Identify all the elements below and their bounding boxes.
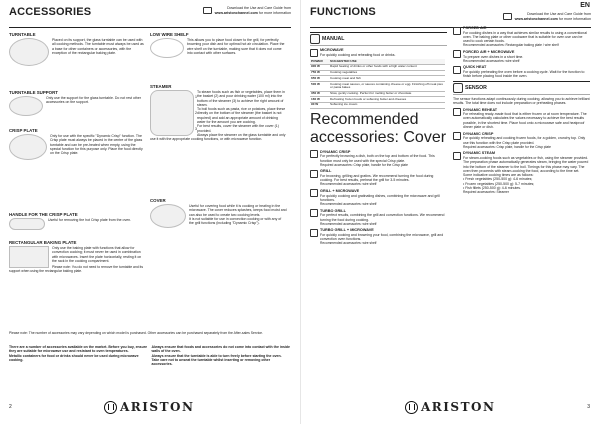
function-turbo-grill: TURBO GRILL For perfect results, combining the grill and convection functions. We recommend turning the food during cooking. Recommended accessories: wire shelf <box>310 209 447 226</box>
function-forced-air-microwave: FORCED AIR + MICROWAVE To prepare oven dishes in a short time. Recommended accessories: wire shelf <box>453 50 590 63</box>
hand-icon <box>310 34 320 44</box>
ariston-logo: ARISTON <box>104 400 194 414</box>
suggested-use-cell: Slow, gently cooking. Perfect for melting butter or chocolate <box>329 91 445 97</box>
logo-mark-icon <box>405 401 418 414</box>
function-dynamic-reheat: DYNAMIC REHEAT For reheating ready-made food that is either frozen or at room temperature. The oven automatically calculates the values necessary to achieve the best results possible, in the shortest time. Place food onto a microwave safe and heatproof dinner plate or dish. <box>453 108 590 130</box>
power-cell: 350 W <box>310 91 329 97</box>
suggested-use-cell: Softening ice cream <box>329 102 445 108</box>
website-link[interactable]: www.aristonchannel.com <box>214 10 258 15</box>
suggested-use-cell: Cooking vegetables <box>329 70 445 76</box>
book-icon <box>503 13 512 20</box>
accessories-note: Please note: The number of accessories may vary depending on which model is purchased. Other accessories can be purchased separately from the After-sales Service. <box>9 331 263 335</box>
website-link[interactable]: www.aristonchannel.com <box>514 16 558 21</box>
microwave-icon <box>310 49 318 57</box>
section-crisp-plate: CRISP PLATE Only for use with the specific "Dynamic Crisp" function. The Crisp plate must always be placed in the centre of the glass turntable and can be pre-heated when empty, using the special function for this purpose only. Place the food directly on the Crisp plate. <box>9 128 146 212</box>
logo-mark-icon <box>104 401 117 414</box>
language-badge: EN <box>580 2 590 9</box>
fan-icon <box>453 27 461 35</box>
power-cell: 90 W <box>310 102 329 108</box>
microwave-recommended: Recommended accessories: Cover <box>310 110 447 146</box>
power-table: POWER SUGGESTED USE 900 W Rapid heating of drinks or other foods with a high water content 750 W Cooking vegetables 650 W Cooking meat and fish 500 W Cooking meat sauces, or sauces containing cheese or egg. Finishing off meat pies or pasta bakes 350 W Slow, gently cooking. Perfect for melting butter or chocolate 160 W Defrosting frozen foods or softening butter and cheeses 90 W Softening ice cream <box>310 59 445 108</box>
function-dynamic-crisp-sensor: DYNAMIC CRISP For quickly reheating and cooking frozen foods, for a golden, crunchy top. Only use this function with the Crisp plate provided. Required accessories: Crisp plate, handle for the Crisp plate <box>453 132 590 149</box>
functions-left-column <box>310 32 447 248</box>
function-quick-heat: QUICK HEAT For quickly preheating the oven before a cooking cycle. Wait for the function to finish before placing food inside the oven. <box>453 65 590 78</box>
quick-heat-icon <box>453 66 461 74</box>
crisp-icon <box>310 150 318 158</box>
section-wire-shelf: LOW WIRE SHELF This allows you to place food closer to the grill, for perfectly browning your dish and for optimal hot air circulation. Place the wire shelf on the turntable, making sure that it does not come into contact with other surfaces. <box>150 32 287 84</box>
cover-image <box>150 204 186 228</box>
function-dynamic-steam: DYNAMIC STEAM For steam-cooking foods such as vegetables or fish, using the steamer provided. The preparation phase automatically generates steam, bringing the water poured into the bottom of the steamer to the boil. Timings for this phase may vary. The oven then proceeds with steam-cooking the food, according to the time set. Some indicative cooking times are as follows: • Fresh vegetables (250-500 g): 4-6 minutes; • Frozen vegetables (250-500 g): 5-7 minutes; • Fish fillets (250-500 g): 4-6 minutes. Required accessories: Steamer <box>453 151 590 194</box>
reheat-icon <box>453 108 461 116</box>
sensor-icon <box>453 83 463 93</box>
function-dynamic-crisp: DYNAMIC CRISP For perfectly browning a dish, both on the top and bottom of the food. This function must only be used with the special Crisp plate. Required accessories: Crisp plate, handle for the Crisp plate <box>310 150 447 167</box>
function-turbo-grill-microwave: TURBO GRILL + MICROWAVE For quickly cooking and browning your food, combining the microwave, grill and convection oven functions. Recommended accessories: wire shelf <box>310 228 447 245</box>
section-rect-plate: RECTANGULAR BAKING PLATE Only use the baking plate with functions that allow for convection cooking; it must never be used in combination with microwaves. Insert the plate horizontally, resting it on the rack in the cooking compartment. Please note: You do not need to remove the turntable and its support when using the rectangular baking plate. <box>9 240 144 274</box>
power-cell: 900 W <box>310 64 329 70</box>
accessories-left-column <box>9 32 146 274</box>
page-title: ACCESSORIES <box>9 6 92 18</box>
power-cell: 750 W <box>310 70 329 76</box>
crisp-plate-image <box>9 134 47 160</box>
suggested-use-cell: Cooking meat sauces, or sauces containing cheese or egg. Finishing off meat pies or pasta bakes <box>329 82 445 91</box>
download-note: Download the Use and Care Guide from www.aristonchannel.com for more information <box>503 12 591 21</box>
power-cell: 500 W <box>310 82 329 91</box>
steamer-label-1: 1 <box>195 95 197 99</box>
function-grill: GRILL For browning, grilling and gratins. We recommend turning the food during cooking. For best results, preheat the grill for 3-5 minutes. Recommended accessories: wire shelf <box>310 169 447 186</box>
section-turntable-support: TURNTABLE SUPPORT Only use the support for the glass turntable. Do not rest other accessories on the support. <box>9 90 146 128</box>
power-table-row <box>310 82 445 91</box>
sensor-description: The sensor functions adapt continuously during cooking, allowing you to achieve brilliant results. The total time does not include preparation or preheating phases. <box>453 96 590 106</box>
sensor-heading: SENSOR <box>453 81 590 95</box>
turbo-grill-icon <box>310 209 318 217</box>
functions-right-column <box>453 26 590 197</box>
download-note: Download the Use and Care Guide from www.aristonchannel.com for more information <box>203 6 291 15</box>
grill-microwave-icon <box>310 189 318 197</box>
warning-box: There are a number of accessories available on the market. Before you buy, ensure they are suitable for microwave use and resistant to oven temperatures. Metallic containers for food or drinks should never be used during microwave cooking. Always ensure that foods and accessories do not come into contact with the inside walls of the oven. Always ensure that the turntable is able to turn freely before starting the oven. Take care not to unseat the turntable whilst inserting or removing other accessories. <box>9 345 290 367</box>
section-cover: COVER Useful for covering food while it is cooking or heating in the microwave. The cover reduces splashes, keeps food moist and can also be used to create two cooking levels. It is not suitable for use in convection cooking or with any of the grill functions (including "Dynamic Crisp"). <box>150 198 287 225</box>
handle-image <box>9 218 45 230</box>
book-icon <box>203 7 212 14</box>
suggested-use-cell: Cooking meat and fish <box>329 76 445 82</box>
steamer-image <box>150 90 197 136</box>
section-steamer: STEAMER 1 2 3 To steam foods such as fish or vegetables, place them in the basket (2) and pour drinking water (100 ml) into the bottom of the steamer (3) to achieve the right amount of steam. To boil foods such as pasta, rice or potatoes, place these directly on the bottom of the steamer (the basket is not required) and add an appropriate amount of drinking water for the amount you are cooking. For best results, cover the steamer with the cover (1) provided. Always place the steamer on the glass turntable and only use it with the appropriate cooking functions, or with microwave function. <box>150 84 286 142</box>
turntable-image <box>9 38 49 66</box>
manual-heading: MANUAL <box>310 32 447 46</box>
suggested-use-cell: Defrosting frozen foods or softening butter and cheeses <box>329 97 445 103</box>
header <box>310 6 591 28</box>
steamer-label-2: 2 <box>195 111 197 115</box>
grill-icon <box>310 170 318 178</box>
header <box>9 6 291 28</box>
page-title: FUNCTIONS <box>310 6 376 18</box>
crisp-icon <box>453 132 461 140</box>
section-handle: HANDLE FOR THE CRISP PLATE Useful for removing the hot Crisp plate from the oven. <box>9 212 146 240</box>
turbo-grill-microwave-icon <box>310 229 318 237</box>
wire-shelf-image <box>150 38 184 58</box>
baking-plate-image <box>9 246 49 268</box>
function-forced-air: FORCED AIR For cooking dishes in a way that achieves similar results to using a conventional oven. The baking plate or other cookware that is suitable for oven use can be used to cook certain foods. Recommended accessories: Rectangular baking plate / wire shelf <box>453 26 590 48</box>
ariston-logo: ARISTON <box>405 400 495 414</box>
suggested-use-cell: Rapid heating of drinks or other foods with a high water content <box>329 64 445 70</box>
page-number: 3 <box>587 404 590 410</box>
accessories-right-column <box>150 32 287 229</box>
function-grill-microwave: GRILL + MICROWAVE For quickly cooking and gratinating dishes, combining the microwave and grill functions. Recommended accessories: wire shelf <box>310 189 447 206</box>
power-cell: 650 W <box>310 76 329 82</box>
power-cell: 160 W <box>310 97 329 103</box>
page-functions <box>300 0 600 424</box>
page-number: 2 <box>9 404 12 410</box>
section-turntable: TURNTABLE Placed on its support, the glass turntable can be used with all cooking methods. The turntable must always be used as a base for other containers or accessories, with the exception of the rectangular baking plate. <box>9 32 146 90</box>
power-table-row <box>310 102 445 108</box>
fan-microwave-icon <box>453 50 461 58</box>
steamer-label-3: 3 <box>195 127 197 131</box>
turntable-support-image <box>9 96 43 116</box>
function-microwave: MICROWAVE For quickly cooking and reheating food or drinks. <box>310 48 447 57</box>
steam-icon <box>453 152 461 160</box>
